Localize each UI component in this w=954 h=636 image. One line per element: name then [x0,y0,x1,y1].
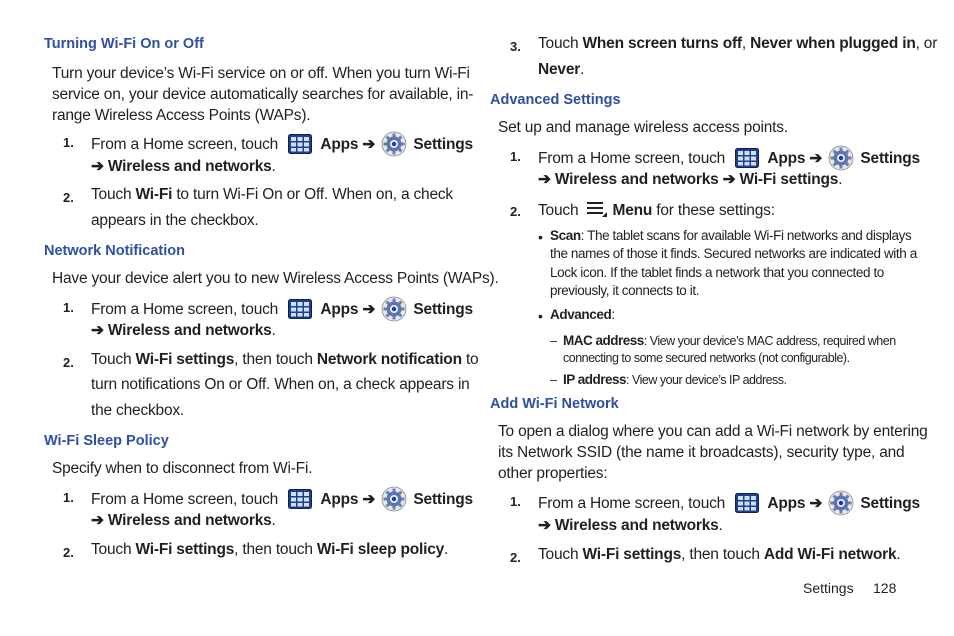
step-text [538,200,775,220]
step-number: 2. [63,545,74,560]
settings-label: Settings [413,491,473,508]
apps-grid-icon [288,489,312,509]
menu-icon [586,200,608,218]
mac-line [563,333,896,348]
period: . [271,158,276,175]
settings-gear-icon [381,131,407,157]
scan-line: previously, it connects to it. [550,283,700,298]
step-text-e: , or [915,35,938,52]
dash: – [550,334,557,348]
heading-turning-wifi: Turning Wi-Fi On or Off [44,36,204,52]
step-text-line2 [91,321,276,340]
mac-line2: connecting to some secured networks (not configurable). [563,351,850,365]
step-text-a: Touch [91,351,136,368]
step-text-a: From a Home screen, touch [538,495,726,512]
step-text-line2 [91,157,276,176]
mac-text: : View your device’s MAC address, required when [643,334,896,348]
apps-grid-icon [735,148,759,168]
apps-label: Apps ➔ [767,495,823,512]
apps-label: Apps ➔ [320,491,376,508]
step-number: 1. [510,149,521,164]
apps-label: Apps ➔ [320,301,376,318]
colon: : [611,307,615,322]
step-text [91,541,448,559]
settings-gear-icon [381,296,407,322]
settings-gear-icon [828,490,854,516]
step-text-c: to turn Wi-Fi On or Off. When on, a check [172,186,453,203]
wifi-settings-label: Wi-Fi settings [135,351,235,368]
heading-add-wifi-network: Add Wi-Fi Network [490,396,619,412]
network-notification-label: Network notification [316,351,462,368]
scan-label: Scan [550,228,581,243]
apps-grid-icon [735,493,759,513]
menu-label: Menu [612,202,653,219]
step-text-a: Touch [538,202,579,219]
step-text [538,145,920,171]
step-number: 2. [510,550,521,565]
step-text [538,35,937,53]
step-number: 1. [63,490,74,505]
settings-label: Settings [413,136,473,153]
path-label: ➔ Wireless and networks [91,158,272,175]
apps-grid-icon [288,299,312,319]
step-text-line2 [538,170,842,189]
step-text [538,490,920,516]
step-text [91,131,473,157]
path-label: ➔ Wireless and networks [91,512,272,529]
step-number: 1. [63,135,74,150]
path-label: ➔ Wireless and networks [538,517,719,534]
page-number: 128 [873,580,897,596]
step-text-a: Touch [91,186,136,203]
period: . [271,512,276,529]
comma: , [741,35,751,52]
step-text-a: From a Home screen, touch [91,136,279,153]
step-text-line2: appears in the checkbox. [91,212,259,229]
step-number: 2. [63,190,74,205]
bullet-dot: • [538,229,543,245]
step-text-line3: the checkbox. [91,402,185,419]
period: . [444,541,449,558]
step-text-a: From a Home screen, touch [91,301,279,318]
wifi-sleep-policy-label: Wi-Fi sleep policy [316,541,445,558]
apps-label: Apps ➔ [320,136,376,153]
ip-text: : View your device’s IP address. [626,373,787,387]
step-number: 3. [510,39,521,54]
option-never-plugged: Never when plugged in [750,35,916,52]
step-text [91,351,478,369]
wifi-label: Wi-Fi [135,186,173,203]
step-text-line2: turn notifications On or Off. When on, a check appears in [91,376,470,393]
bullet-dot: • [538,308,543,324]
step-text-a: From a Home screen, touch [91,491,279,508]
step-text-line2 [538,61,584,79]
step-text-e: to [461,351,479,368]
intro-line: service on, your device automatically searches for available, in- [52,86,474,103]
add-wifi-network-label: Add Wi-Fi network [763,546,897,563]
wifi-settings-label: Wi-Fi settings [582,546,682,563]
settings-label: Settings [413,301,473,318]
step-text-line2 [538,516,723,535]
intro-line: Specify when to disconnect from Wi-Fi. [52,460,313,477]
option-screen-off: When screen turns off [582,35,742,52]
heading-wifi-sleep-policy: Wi-Fi Sleep Policy [44,433,169,449]
period: . [718,517,723,534]
intro-line: its Network SSID (the name it broadcasts), security type, and [498,444,905,461]
ip-line [563,372,787,387]
step-text-a: Touch [91,541,136,558]
step-text [91,296,473,322]
step-text-c: , then touch [234,541,317,558]
step-number: 1. [510,494,521,509]
wifi-settings-label: Wi-Fi settings [135,541,235,558]
step-text-c: , then touch [234,351,317,368]
step-text-line2 [91,511,276,530]
intro-line: To open a dialog where you can add a Wi-Fi network by entering [498,423,928,440]
apps-label: Apps ➔ [767,150,823,167]
intro-line: range Wireless Access Points (WAPs). [52,107,311,124]
period: . [271,322,276,339]
period: . [896,546,901,563]
period: . [838,171,843,188]
intro-line: Turn your device’s Wi-Fi service on or off. When you turn Wi-Fi [52,65,470,82]
settings-gear-icon [381,486,407,512]
advanced-line [550,307,615,322]
intro-line: Have your device alert you to new Wireless Access Points (WAPs). [52,270,499,287]
step-number: 2. [63,355,74,370]
mac-label: MAC address [563,333,644,348]
step-text-a: Touch [538,546,583,563]
step-text [91,186,453,204]
settings-label: Settings [860,150,920,167]
path-label: ➔ Wireless and networks [91,322,272,339]
step-text-a: Touch [538,35,583,52]
step-text [91,486,473,512]
step-text-a: From a Home screen, touch [538,150,726,167]
dash: – [550,373,557,387]
settings-label: Settings [860,495,920,512]
step-text-c: , then touch [681,546,764,563]
scan-line: Lock icon. If the tablet finds a network that you connected to [550,265,884,280]
period: . [580,61,585,78]
intro-line: Set up and manage wireless access points. [498,119,788,136]
step-number: 2. [510,204,521,219]
option-never: Never [538,61,581,78]
path-label: ➔ Wireless and networks ➔ Wi-Fi settings [538,171,839,188]
scan-line: the names of those it finds. Secured networks are indicated with a [550,246,917,261]
intro-line: other properties: [498,465,608,482]
settings-gear-icon [828,145,854,171]
advanced-label: Advanced [550,307,612,322]
step-text-c: for these settings: [652,202,775,219]
ip-label: IP address [563,372,627,387]
scan-line [550,228,911,243]
heading-network-notification: Network Notification [44,243,185,259]
heading-advanced-settings: Advanced Settings [490,92,621,108]
scan-text: : The tablet scans for available Wi-Fi networks and displays [580,228,912,243]
step-text [538,546,900,564]
apps-grid-icon [288,134,312,154]
footer-section: Settings [803,580,854,596]
step-number: 1. [63,300,74,315]
